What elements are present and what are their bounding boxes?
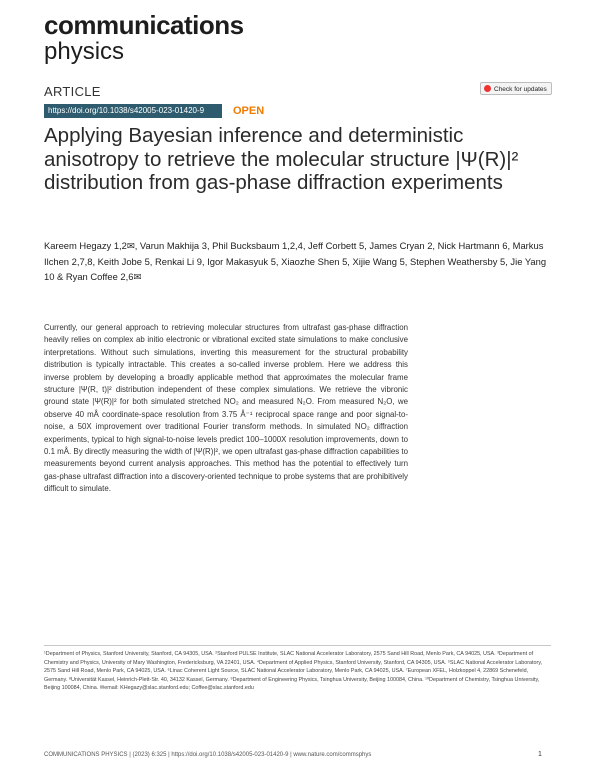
footer-citation: COMMUNICATIONS PHYSICS | (2023) 6:325 | https://doi.org/10.1038/s42005-023-01420-9 | www.nature.com/commsphys	[44, 752, 372, 758]
open-access-label: OPEN	[233, 105, 265, 117]
article-type: ARTICLE	[44, 84, 101, 99]
journal-name-line1: communications	[44, 10, 244, 40]
affiliations: ¹Department of Physics, Stanford University, Stanford, CA 94305, USA. ²Stanford PULSE Institute, SLAC National Accelerator Laboratory, 2575 Sand Hill Road, Menlo Park, CA 94025, USA. ³Department of Chemistry and Physics, University of Mary Washington, Fredericksburg, VA 22401, USA. ⁴Department of Applied Physics, Stanford University, Stanford, CA 94305, USA. ⁵SLAC National Accelerator Laboratory, 2575 Sand Hill Road, Menlo Park, CA 94025, USA. ⁶Linac Coherent Light Source, SLAC National Accelerator Laboratory, Menlo Park, CA 94025, USA. ⁷European XFEL, Holzkoppel 4, 22869 Schenefeld, Germany. ⁸Universität Kassel, Heinrich-Plett-Str. 40, 34132 Kassel, Germany. ⁹Department of Engineering Physics, Tsinghua University, Beijing 100084, China. ¹⁰Department of Chemistry, Tsinghua University, Beijing 100084, China. ✉email: KHegazy@slac.stanford.edu; Coffee@slac.stanford.edu	[44, 651, 543, 691]
author-list: Kareem Hegazy 1,2✉, Varun Makhija 3, Phil Bucksbaum 1,2,4, Jeff Corbett 5, James Cryan 2, Nick Hartmann 6, Markus Ilchen 2,7,8, Keith Jobe 5, Renkai Li 9, Igor Makasyuk 5, Xiaozhe Shen 5, Xijie Wang 5, Stephen Weathersby 5, Jie Yang 10 & Ryan Coffee 2,6✉	[44, 240, 547, 282]
page-number: 1	[538, 751, 542, 758]
check-updates-button[interactable]	[480, 82, 552, 95]
doi-link[interactable]: https://doi.org/10.1038/s42005-023-01420-9	[44, 104, 222, 118]
abstract: Currently, our general approach to retrieving molecular structures from ultrafast gas-phase diffraction heavily relies on complex ab initio electronic or vibrational excited state simulations to make conclusive interpretations. Without such simulations, inverting this measurement for the structural probability distribution is typically intractable. This creates a so-called inverse problem. Here we address this inverse problem by developing a broadly applicable method that approximates the molecular frame structure |Ψ(R, t)|² distribution independent of these complex simulations. We retrieve the vibronic ground state |Ψ(R)|² for both simulated stretched NO₂ and measured N₂O. From measured N₂O, we observe 40 mÅ coordinate-space resolution from 3.75 Å⁻¹ reciprocal space range and poor signal-to-noise, a 50X improvement over traditional Fourier transform methods. In simulated NO₂ diffraction experiments, typical to high signal-to-noise levels predict 100–1000X resolution improvements, down to 0.1 mÅ. By directly measuring the width of |Ψ(R)|², we open ultrafast gas-phase diffraction capabilities to measurements beyond current analysis approaches. This method has the potential to effectively turn gas-phase ultrafast diffraction into a discovery-oriented technique to probe systems that are prohibitively difficult to simulate.	[44, 323, 408, 494]
check-updates-label: Check for updates	[494, 86, 547, 93]
journal-name-line2: physics	[44, 38, 125, 65]
check-updates-icon	[484, 85, 491, 92]
paper-title: Applying Bayesian inference and deterministic anisotropy to retrieve the molecular structure |Ψ(R)|² distribution from gas-phase diffraction experiments	[44, 124, 519, 194]
divider	[44, 645, 551, 646]
